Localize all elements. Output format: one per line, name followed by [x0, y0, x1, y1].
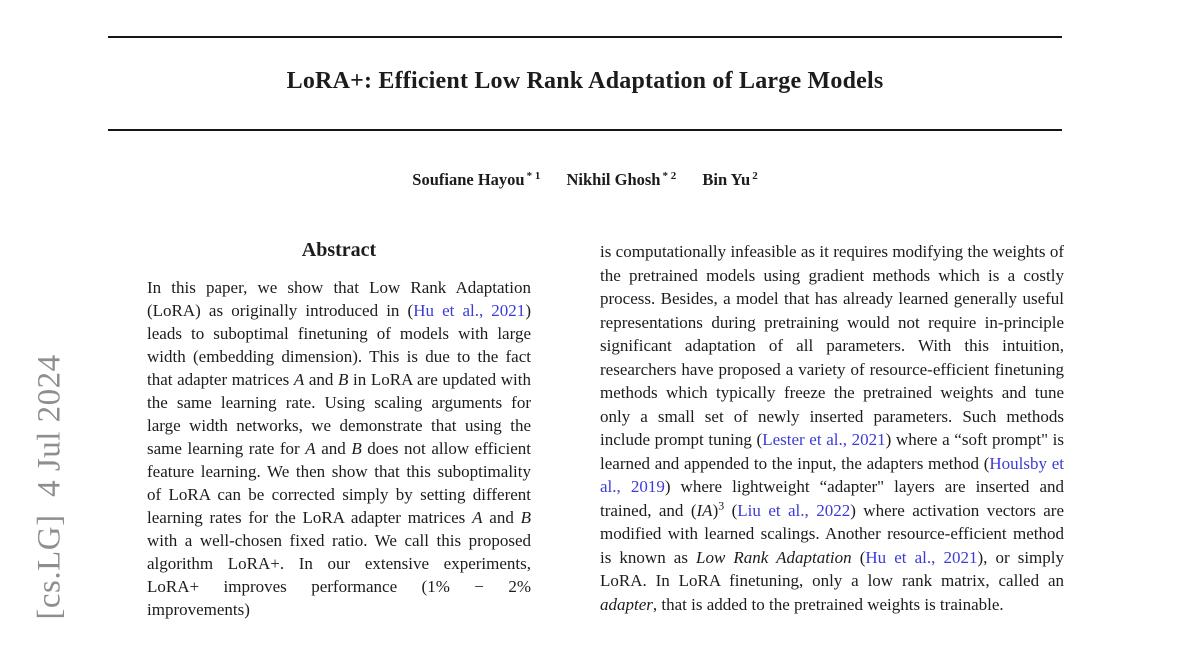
text-segment: 3: [718, 497, 725, 512]
citation-link[interactable]: Houlsby et al., 2019: [600, 453, 1064, 496]
text-segment: B: [351, 439, 362, 458]
citation-link[interactable]: Lester et al., 2021: [762, 430, 886, 449]
author-1: [412, 170, 540, 189]
text-segment: and: [482, 508, 521, 527]
top-rule: [108, 36, 1062, 38]
text-segment: B: [338, 370, 349, 389]
text-segment: In this paper, we show that Low Rank Adaptation (LoRA) as originally introduced in (: [147, 278, 531, 320]
citation-link[interactable]: Liu et al., 2022: [737, 500, 851, 520]
citation-link[interactable]: Hu et al., 2021: [865, 547, 978, 567]
text-segment: A: [305, 439, 316, 458]
title-bottom-rule: [108, 129, 1062, 131]
author-1-name: Soufiane Hayou: [412, 170, 525, 189]
author-3: [702, 170, 757, 189]
author-3-name: Bin Yu: [702, 170, 751, 189]
text-segment: A: [472, 508, 483, 527]
text-segment: ) where a “soft prompt" is learned and appended to the input, the adapters method (: [600, 430, 1064, 473]
author-2-affiliation: * 2: [662, 169, 677, 182]
citation-link[interactable]: Hu et al., 2021: [413, 301, 526, 320]
text-segment: ) where activation vectors are modified with learned scalings. Another resource-efficient method is known as: [600, 500, 1064, 567]
text-segment: and: [304, 370, 339, 389]
paper-title: LoRA+: Efficient Low Rank Adaptation of Large Models: [286, 68, 884, 94]
text-segment: adapter: [600, 594, 653, 614]
intro-column-text: [600, 240, 1064, 648]
abstract-text: [147, 276, 531, 621]
text-segment: with a well-chosen fixed ratio. We call this proposed algorithm LoRA+. In our extensive experiments, LoRA+ improves performance (1% − 2% improvements): [147, 531, 531, 619]
text-segment: ) where lightweight “adapter" layers are inserted and trained, and (: [600, 477, 1064, 520]
author-2-name: Nikhil Ghosh: [566, 170, 661, 189]
abstract-heading: Abstract: [301, 239, 377, 261]
text-segment: ), or simply LoRA. In LoRA finetuning, only a low rank matrix, called an: [600, 547, 1064, 590]
text-segment: , that is added to the pretrained weights is trainable.: [652, 594, 1004, 614]
author-3-affiliation: 2: [752, 169, 758, 182]
text-segment: A: [293, 370, 305, 389]
text-segment: ) leads to suboptimal finetuning of models with large width (embedding dimension). This is due to the fact that adapter matrices: [147, 301, 531, 389]
author-line: [108, 170, 1062, 190]
text-segment: ): [712, 500, 719, 520]
text-segment: Low Rank Adaptation: [696, 547, 852, 567]
text-segment: and: [315, 439, 352, 458]
text-segment: is computationally infeasible as it requires modifying the weights of the pretrained models using gradient methods which is a costly process. Besides, a model that has already learned generally useful representations during pretraining would not require in-principle significant adaptation of all parameters. With this intuition, researchers have proposed a variety of resource-efficient finetuning methods which typically freeze the pretrained weights and tune only a small set of newly inserted parameters. Such methods include prompt tuning (: [600, 242, 1064, 449]
text-segment: in LoRA are updated with the same learning rate. Using scaling arguments for large width networks, we demonstrate that using the same learning rate for: [147, 370, 531, 458]
arxiv-stamp: [cs.LG] 4 Jul 2024: [31, 354, 68, 620]
text-segment: does not allow efficient feature learning. We then show that this suboptimality of LoRA can be corrected simply by setting different learning rates for the LoRA adapter matrices: [147, 439, 531, 527]
author-2: [566, 170, 676, 189]
text-segment: (: [724, 500, 738, 520]
author-1-affiliation: * 1: [526, 169, 541, 182]
text-segment: IA: [696, 500, 713, 520]
text-segment: (: [851, 547, 866, 567]
text-segment: B: [520, 508, 532, 527]
